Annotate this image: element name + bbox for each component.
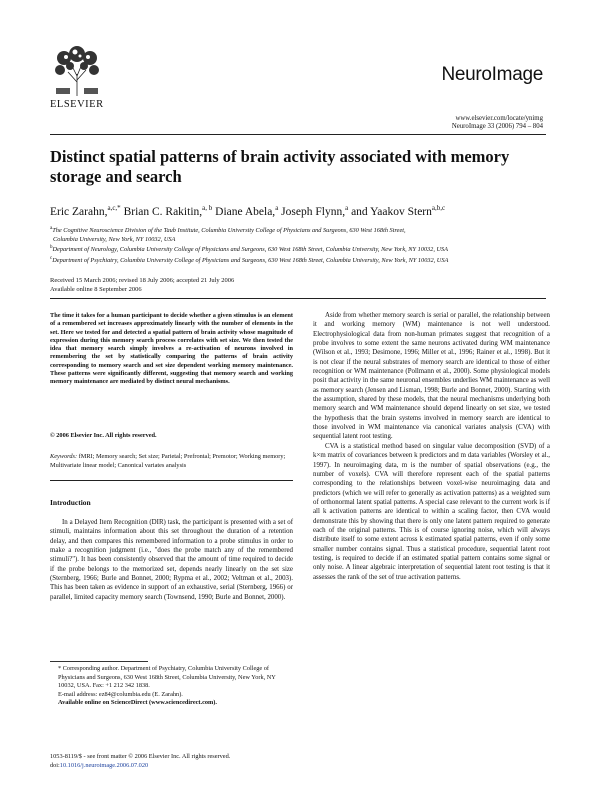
article-dates bbox=[50, 276, 234, 294]
author: Joseph Flynn, bbox=[281, 205, 346, 218]
abstract-bottom-rule bbox=[50, 480, 293, 481]
affiliation: $^b$Department of Neurology, Columbia University College of Physicians and Surgeons, 630 West 168th Street, Columbia University, New York, NY 10032, USA bbox=[50, 245, 449, 254]
footnote bbox=[50, 665, 293, 708]
article-title: Distinct spatial patterns of brain activity associated with memory storage and search bbox=[50, 147, 510, 186]
author-list: Eric Zarahn,$^{a,c,*}$ Brian C. Rakitin,$^{a, b}$ Diane Abela,$^a$ Joseph Flynn,$^a$ and Yaakov Stern$^{a,b,c}$ bbox=[50, 204, 446, 218]
affiliation: $^a$The Cognitive Neuroscience Division of the Taub Institute, Columbia University College of Physicians and Surgeons, 630 West 168th Street, bbox=[50, 226, 406, 235]
section-heading-introduction: Introduction bbox=[50, 498, 91, 507]
publisher-name: ELSEVIER bbox=[50, 99, 104, 110]
issn-line: 1053-8119/$ - see front matter © 2006 Elsevier Inc. All rights reserved. bbox=[50, 753, 231, 760]
paragraph: CVA is a statistical method based on singular value decomposition (SVD) of a k×m matrix of covariances between k predictors and m data variables (Worsley et al., 1997). In neuroimaging data, m is the number of spatial observations (e.g., the number of voxels). CVA will therefore represent each of the spatial patterns corresponding to the relationships between voxel-wise neuroimaging data and predictors (which we will refer to generally as activation patterns) as a weighted sum of orthonormal latent spatial patterns. A special case relevant to the current work is if all k activation patterns are identical to within a scaling factor, then CVA would demonstrate this by showing that there is only one latent pattern required to generate each of the original patterns. This is of course ignoring noise, which will always distribute itself to some extent across k estimated spatial patterns, even if only some smaller number contains signal. Thus a statistical procedure, sequential latent root testing, is required to decide if an estimated spatial pattern contains some signal or only noise. A linear algebraic interpretation of sequential latent root testing is that it assesses the rank of the set of true activation patterns. bbox=[313, 442, 550, 581]
received-date: Received 15 March 2006; revised 18 July 2006; accepted 21 July 2006 bbox=[50, 277, 235, 284]
paragraph: In a Delayed Item Recognition (DIR) task, the participant is presented with a set of stimuli, maintains information about this set throughout the duration of a retention delay, and then compares this remembered information to a probe stimulus in order to make a recognition judgment (i.e., "does the probe match any of the remembered stimuli?"). It has been consistently observed that the amount of time required to decide if the probe belongs to the memorized set, depends nearly linearly on the set size (Sternberg, 1966; Burle and Bonnet, 2000; Rypma et al., 2002; Veltman et al., 2003). This has been taken as evidence in support of an exhaustive, serial (Sternberg, 1966) or parallel, limited capacity memory search (Townsend, 1990; Burle and Bonnet, 2000). bbox=[50, 519, 293, 601]
affiliation: Columbia University, New York, NY 10032, USA bbox=[53, 235, 176, 243]
intro-right-column bbox=[313, 311, 550, 582]
author: Brian C. Rakitin, bbox=[123, 205, 203, 218]
abstract-top-rule bbox=[50, 298, 546, 299]
copyright-notice: © 2006 Elsevier Inc. All rights reserved. bbox=[50, 432, 157, 439]
header-rule bbox=[50, 134, 546, 135]
journal-name: NeuroImage bbox=[441, 64, 543, 85]
email-address[interactable]: E-mail address: ez84@columbia.edu (E. Zarahn). bbox=[58, 690, 183, 698]
abstract: The time it takes for a human participant to decide whether a given stimulus is an element of a remembered set increases approximately linearly with the number of elements in the set. Here we tested for and detected a spatial pattern of brain activity whose magnitude of expression during this memory search process correlates with set size. We then tested the idea that memory search simply involves a re-activation of neurons involved in remembering the set by statistically comparing the patterns of brain activity corresponding to memory search and set size dependent working memory maintenance. These patterns were significantly different, suggesting that memory search and working memory maintenance are mediated by distinct neural mechanisms. bbox=[50, 312, 293, 385]
footnote-rule bbox=[50, 661, 148, 662]
journal-url[interactable]: www.elsevier.com/locate/ynimg bbox=[455, 115, 543, 122]
elsevier-tree-logo bbox=[50, 44, 105, 98]
author: Diane Abela, bbox=[215, 205, 276, 218]
paragraph: Aside from whether memory search is serial or parallel, the relationship between it and working memory (WM) maintenance is not well understood. Electrophysiological data from non-human primates suggest that recognition of a probe involves to some extent the same neurons activated during WM maintenance (Wilson et al., 1993; Desimone, 1996; Miller et al., 1996; Rainer et al., 1998). But it is not clear if the neural substrates of memory search are identical to those of either recognition or WM maintenance (Pollmann et al., 2000). Some physiological models posit that activity in the same neuronal ensembles underlies WM maintenance as well as memory search (Jensen and Lisman, 1998; Burle and Bonnet, 2000). Starting with the assumption, shared by these models, that the neural mechanisms underlying both memory search and WM maintenance should depend linearly on set size, we tested the hypothesis that the brain systems involved in memory search are identical to those involved in WM maintenance via canonical variates analysis (CVA) with sequential latent root testing. bbox=[313, 312, 550, 441]
keywords-label: Keywords: bbox=[50, 453, 78, 460]
doi-link[interactable]: 10.1016/j.neuroimage.2006.07.020 bbox=[59, 761, 149, 769]
journal-citation: NeuroImage 33 (2006) 794 – 804 bbox=[451, 123, 543, 130]
sciencedirect-note: Available online on ScienceDirect (www.sciencedirect.com). bbox=[58, 699, 217, 706]
keywords: Keywords: fMRI; Memory search; Set size; Parietal; Prefrontal; Premotor; Working memory; Multivariate linear model; Canonical variates analysis bbox=[50, 453, 286, 469]
corresponding-author-note: * Corresponding author. Department of Psychiatry, Columbia University College of Physicians and Surgeons, 630 West 168th Street, Columbia University, New York, NY 10032, USA. Fax: +1 212 342 1838. bbox=[58, 665, 276, 689]
author: and Yaakov Stern bbox=[351, 205, 432, 218]
issn-doi bbox=[50, 753, 300, 770]
online-date: Available online 8 September 2006 bbox=[50, 286, 142, 293]
doi-line: doi:10.1016/j.neuroimage.2006.07.020 bbox=[50, 761, 149, 769]
affiliation: $^c$Department of Psychiatry, Columbia University College of Physicians and Surgeons, 630 West 168th Street, Columbia University, New York, NY 10032, USA bbox=[50, 255, 449, 265]
author: Eric Zarahn, bbox=[50, 205, 108, 218]
affiliations bbox=[50, 225, 550, 266]
intro-left-column bbox=[50, 518, 293, 602]
